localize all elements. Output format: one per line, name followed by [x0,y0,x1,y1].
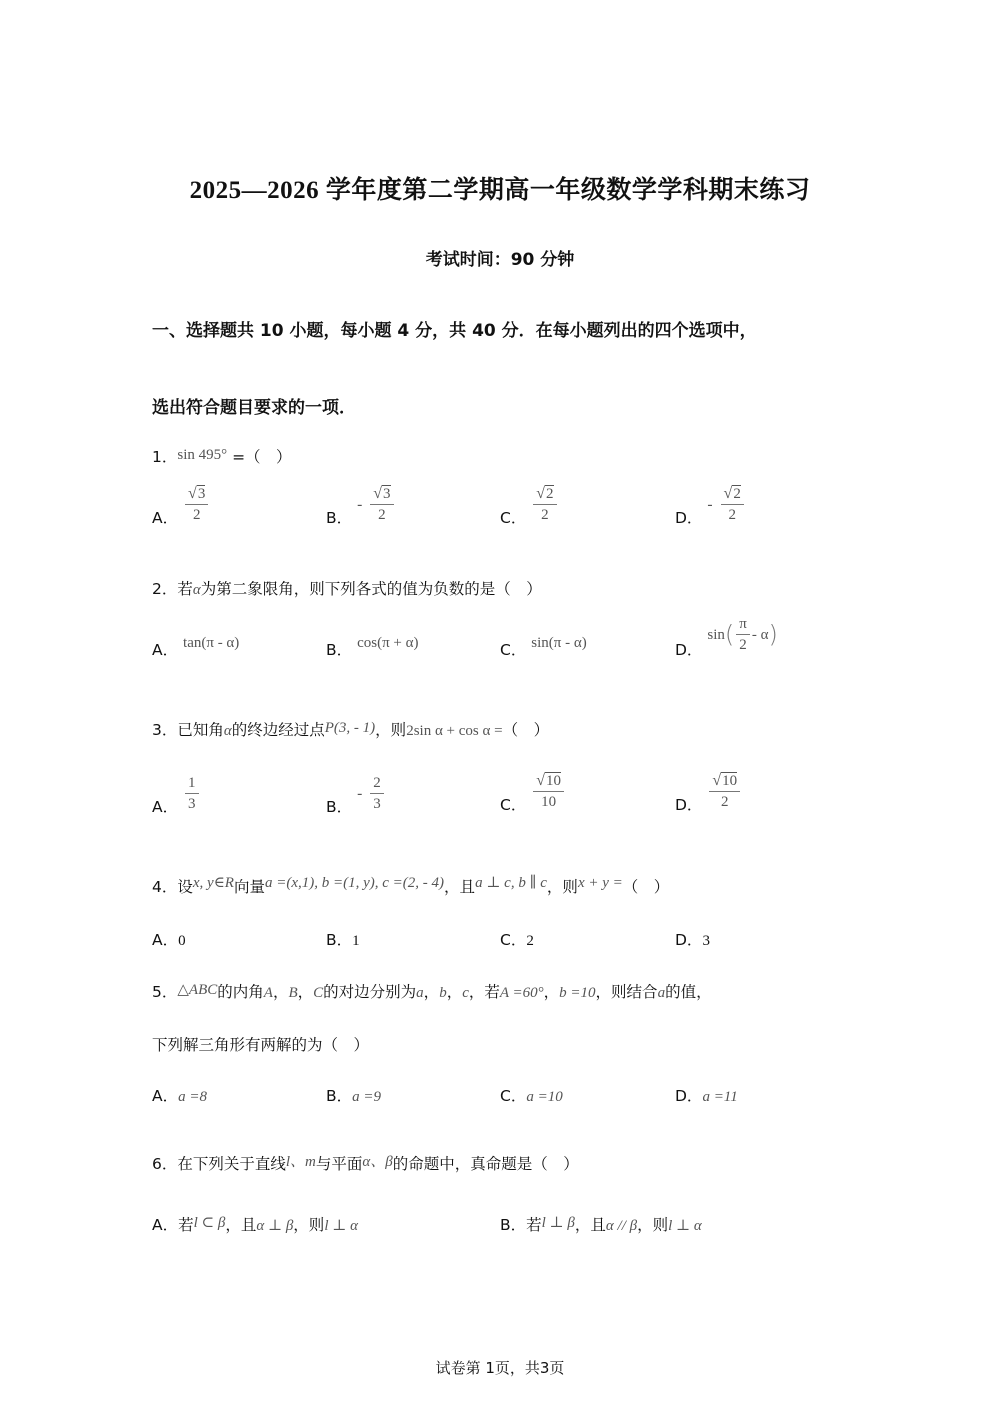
fraction: $\frac{√2}{2}$ [721,484,744,525]
question-4-option-b[interactable]: B．1 [326,931,360,949]
question-4-stem: 4．设x, y∈R向量a =(x,1), b =(1, y), c =(2, - 4)，且a ⊥ c, b ∥ c，则x + y =（ ） [152,875,670,896]
question-3-option-c[interactable]: C． $\frac{√10}{10}$ [500,771,566,815]
question-2-option-a[interactable]: A． tan(π - α) [152,635,240,659]
exam-duration: 考试时间：90 分钟 [425,250,575,270]
question-5-stem: 5．△ABC的内角A，B，C的对边分别为a，b，c，若A =60°，b =10，则结合a的值， [152,982,712,1001]
question-3-option-b[interactable]: B． - $\frac{2}{3}$ [326,773,386,817]
question-3-stem: 3．已知角α的终边经过点P(3, - 1)，则2sin α + cos α =（ ） [152,720,550,739]
question-3-option-a[interactable]: A． $\frac{1}{3}$ [152,773,201,817]
question-5-option-b[interactable]: B．a =9 [326,1087,382,1105]
question-4-option-a[interactable]: A．0 [152,931,186,949]
section-heading-line1: 一、选择题共 10 小题，每小题 4 分，共 40 分．在每小题列出的四个选项中， [152,321,757,341]
question-2-option-b[interactable]: B． cos(π + α) [326,635,419,659]
fraction: $\frac{√10}{10}$ [533,771,564,812]
question-2-option-c[interactable]: C． sin(π - α) [500,635,587,659]
question-4-option-c[interactable]: C．2 [500,931,534,949]
question-6-option-b[interactable]: B．若l ⊥ β，且α // β，则l ⊥ α [500,1215,702,1234]
question-1-option-d[interactable]: D． - $\frac{√2}{2}$ [675,484,746,528]
fraction: $\frac{2}{3}$ [370,773,384,814]
question-1-stem: 1．sin 495° =（ ） [152,447,292,466]
question-5-option-d[interactable]: D．a =11 [675,1087,738,1105]
question-3-option-d[interactable]: D． $\frac{√10}{2}$ [675,771,742,815]
question-1-option-a[interactable]: A． $\frac{√3}{2}$ [152,484,210,528]
fraction: $\frac{√3}{2}$ [185,484,208,525]
section-heading-line2: 选出符合题目要求的一项． [152,398,356,418]
question-1-option-b[interactable]: B． - $\frac{√3}{2}$ [326,484,396,528]
fraction: $\frac{√2}{2}$ [533,484,556,525]
page-title: 2025—2026 学年度第二学期高一年级数学学科期末练习 [189,177,811,204]
fraction: $\frac{1}{3}$ [185,773,199,814]
fraction: $\frac{\pi}{2}$ [736,614,750,655]
question-5-stem-line2: 下列解三角形有两解的为（ ） [152,1036,370,1054]
question-6-stem: 6．在下列关于直线l、m与平面α、β的命题中，真命题是（ ） [152,1154,579,1173]
fraction: $\frac{√10}{2}$ [709,771,740,812]
question-6-option-a[interactable]: A．若l ⊂ β，且α ⊥ β，则l ⊥ α [152,1215,358,1234]
page-footer: 试卷第 1页，共3页 [435,1359,565,1377]
question-5-option-a[interactable]: A．a =8 [152,1087,207,1105]
fraction: $\frac{√3}{2}$ [370,484,393,525]
question-5-option-c[interactable]: C．a =10 [500,1087,563,1105]
question-2-option-d[interactable]: D． sin( $\frac{\pi}{2}$ - α) [675,616,778,659]
question-1-option-c[interactable]: C． $\frac{√2}{2}$ [500,484,559,528]
question-4-option-d[interactable]: D．3 [675,931,710,949]
question-2-stem: 2．若α为第二象限角，则下列各式的值为负数的是（ ） [152,580,542,598]
